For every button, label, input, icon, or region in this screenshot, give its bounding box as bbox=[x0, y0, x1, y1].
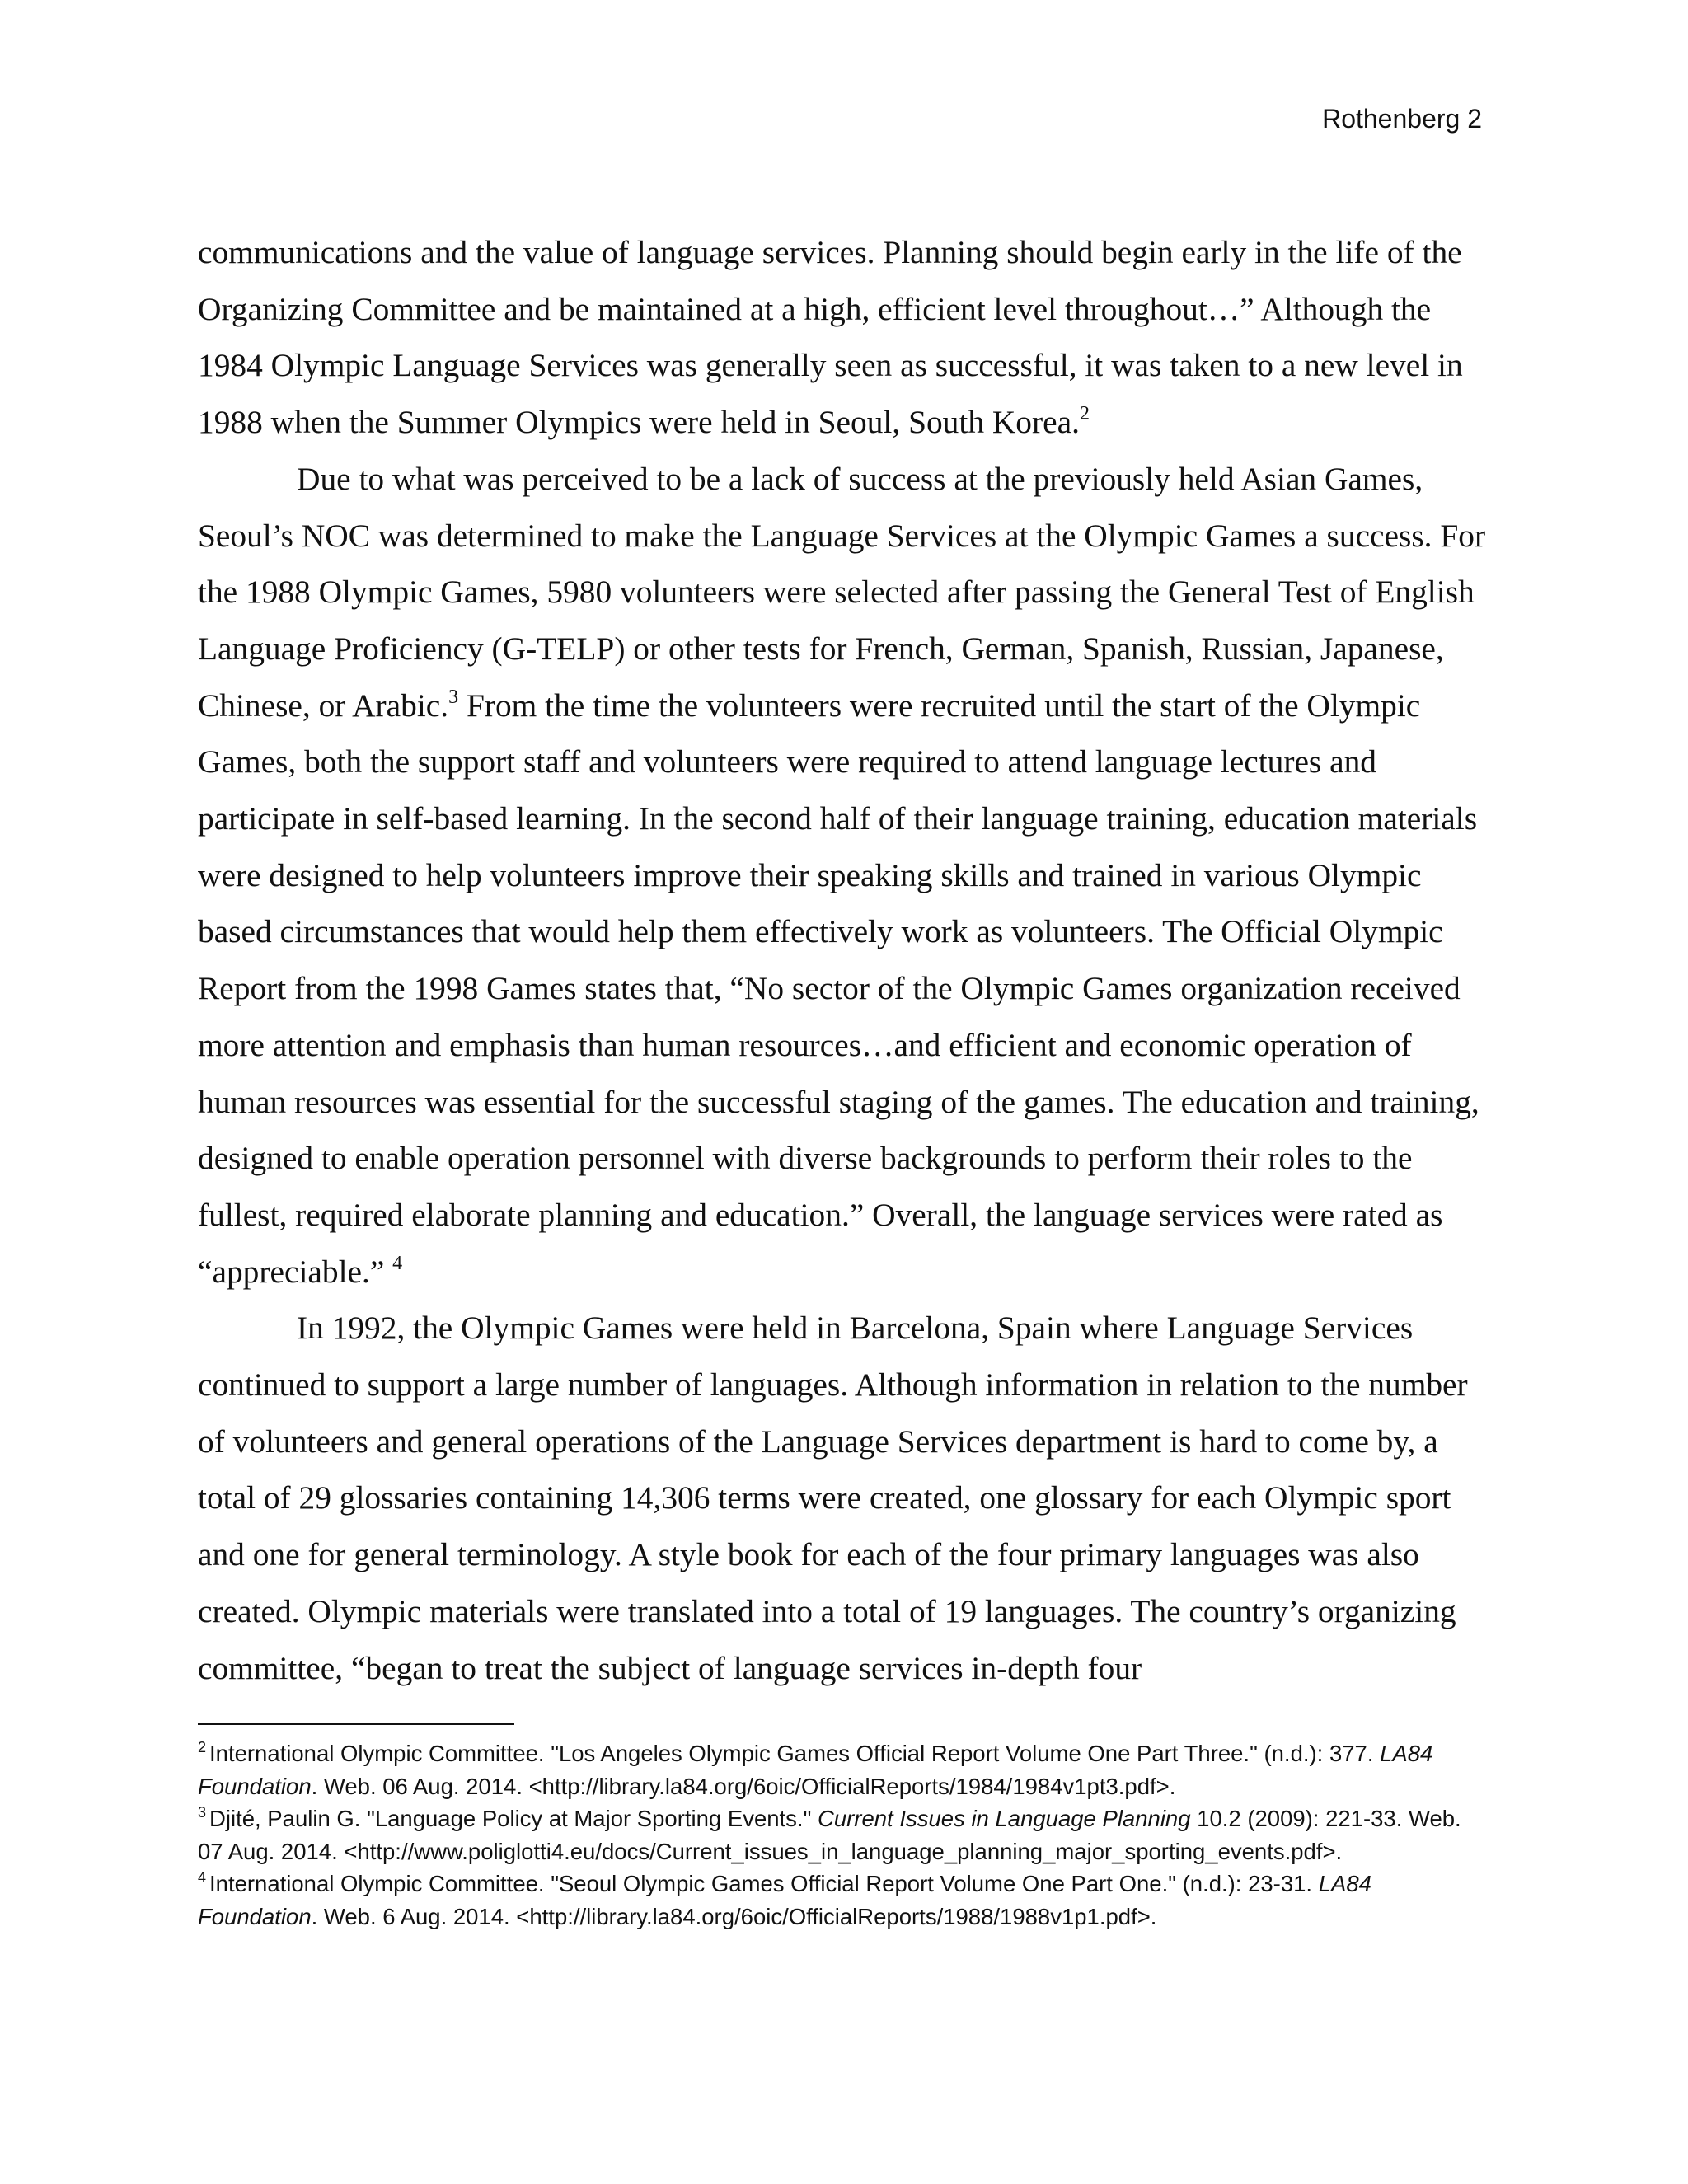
footnote-ref-4[interactable]: 4 bbox=[392, 1252, 403, 1274]
paragraph-3-text: In 1992, the Olympic Games were held in Barcelona, Spain where Language Services continued to support a large number of languages. Although information in relation to the number of volunteers and general operations of the Language Services department is hard to come by, a total of 29 glossaries containing 14,306 terms were created, one glossary for each Olympic sport and one for general terminology. A style book for each of the four primary languages was also created. Olympic materials were translated into a total of 19 languages. The country’s organizing committee, “began to treat the subject of language services in-depth four bbox=[198, 1310, 1468, 1686]
footnote-2 bbox=[198, 1737, 1490, 1802]
footnote-number: 2 bbox=[198, 1739, 207, 1755]
footnote-number: 3 bbox=[198, 1804, 207, 1821]
footnote-source-title: LA84 Foundation bbox=[198, 1741, 1433, 1799]
paragraph-1-text: communications and the value of language services. Planning should begin early in the life of the Organizing Committee and be maintained at a high, efficient level throughout…” Although the 1984 Olympic Language Services was generally seen as successful, it was taken to a new level in 1988 when the Summer Olympics were held in Seoul, South Korea. bbox=[198, 234, 1463, 441]
footnote-text: 10.2 (2009): 221-33. Web. 07 Aug. 2014. <http://www.poliglotti4.eu/docs/Current_issues_in_language_planning_major_sporting_events.pdf>. bbox=[198, 1806, 1461, 1864]
footnote-4 bbox=[198, 1868, 1490, 1933]
footnote-3 bbox=[198, 1802, 1490, 1868]
footnote-text: International Olympic Committee. "Seoul Olympic Games Official Report Volume One Part One." (n.d.): 23-31. bbox=[209, 1871, 1319, 1896]
footnote-separator bbox=[198, 1723, 514, 1725]
paragraph-2-text-b: From the time the volunteers were recruited until the start of the Olympic Games, both the support staff and volunteers were required to attend language lectures and participate in self-based learning. In the second half of their language training, education materials were designed to help volunteers improve their speaking skills and trained in various Olympic based circumstances that would help them effectively work as volunteers. The Official Olympic Report from the 1998 Games states that, “No sector of the Olympic Games organization received more attention and emphasis than human resources…and efficient and economic operation of human resources was essential for the successful staging of the games. The education and training, designed to enable operation personnel with diverse backgrounds to perform their roles to the fullest, required elaborate planning and education.” Overall, the language services were rated as “appreciable.” bbox=[198, 687, 1479, 1290]
paragraph-2 bbox=[198, 451, 1490, 1301]
footnote-ref-3[interactable]: 3 bbox=[448, 686, 459, 708]
footnote-text: International Olympic Committee. "Los Angeles Olympic Games Official Report Volume One Part Three." (n.d.): 377. bbox=[209, 1741, 1381, 1766]
paragraph-3 bbox=[198, 1300, 1490, 1696]
footnote-text: Djité, Paulin G. "Language Policy at Major Sporting Events." bbox=[209, 1806, 818, 1831]
paragraph-2-text-a: Due to what was perceived to be a lack of success at the previously held Asian Games, Seoul’s NOC was determined to make the Language Services at the Olympic Games a success. For the 1988 Olympic Games, 5980 volunteers were selected after passing the General Test of English Language Proficiency (G-TELP) or other tests for French, German, Spanish, Russian, Japanese, Chinese, or Arabic. bbox=[198, 460, 1486, 724]
footnote-ref-2[interactable]: 2 bbox=[1079, 403, 1090, 425]
paragraph-1 bbox=[198, 224, 1490, 451]
footnote-text: . Web. 6 Aug. 2014. <http://library.la84.org/6oic/OfficialReports/1988/1988v1p1.pdf>. bbox=[311, 1903, 1157, 1929]
footnotes bbox=[198, 1737, 1490, 1933]
footnote-number: 4 bbox=[198, 1869, 207, 1886]
running-header: Rothenberg 2 bbox=[1322, 104, 1482, 134]
footnote-text: . Web. 06 Aug. 2014. <http://library.la84.org/6oic/OfficialReports/1984/1984v1pt3.pdf>. bbox=[311, 1773, 1176, 1799]
footnote-source-title: Current Issues in Language Planning bbox=[817, 1806, 1191, 1831]
footnote-source-title: LA84 Foundation bbox=[198, 1871, 1372, 1929]
body-text bbox=[198, 224, 1490, 1696]
